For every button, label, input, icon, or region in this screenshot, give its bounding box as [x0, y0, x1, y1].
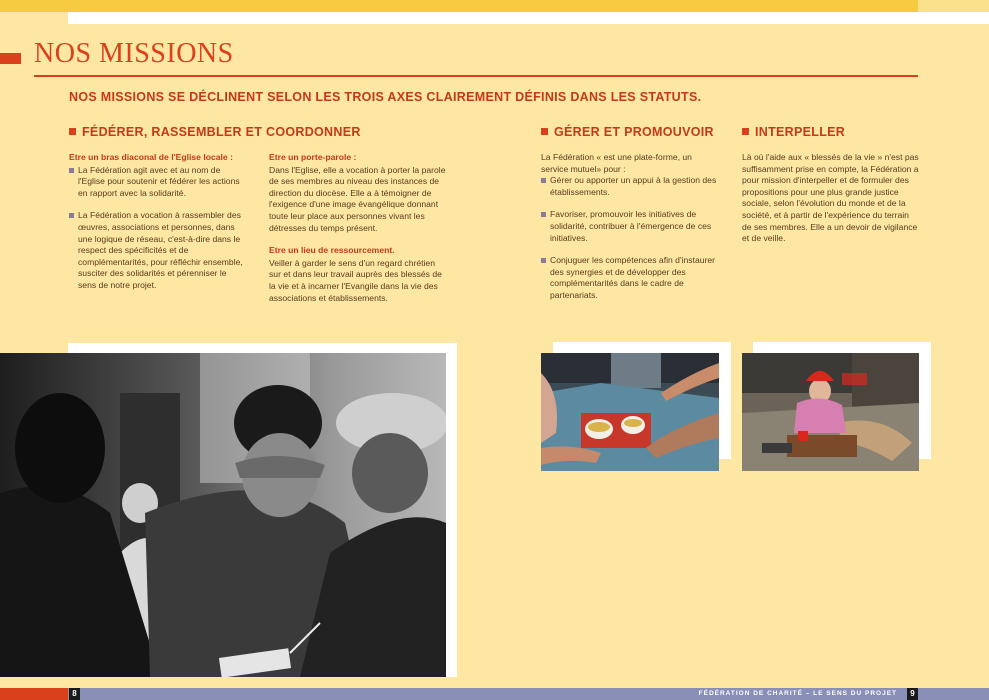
heading-federer: FÉDÉRER, RASSEMBLER ET COORDONNER [69, 125, 361, 139]
list-item: Favoriser, promouvoir les initiatives de solidarité, contribuer à l'émergence de ces initiatives. [541, 209, 719, 244]
heading-interpeller: INTERPELLER [742, 125, 845, 139]
heading-gerer: GÉRER ET PROMOUVOIR [541, 125, 714, 139]
title-rule [34, 75, 918, 77]
list-item: Conjuguer les compétences afin d'instaurer des synergies et de développer des complémentarités dans le cadre de partenariats. [541, 255, 719, 301]
list-item: Gérer ou apporter un appui à la gestion des établissements. [541, 175, 719, 198]
top-color-bar-end [918, 0, 989, 12]
square-bullet-icon [69, 128, 76, 135]
federer-column-1 [69, 152, 246, 292]
paragraph: La Fédération « est une plate-forme, un service mutuel» pour : [541, 152, 692, 174]
running-title: FÉDÉRATION DE CHARITÉ – LE SENS DU PROJET [698, 690, 897, 697]
top-white-strip [68, 12, 989, 24]
square-bullet-icon [541, 258, 546, 263]
page-number-left: 8 [69, 688, 80, 700]
square-bullet-icon [742, 128, 749, 135]
subheading: Etre un porte-parole : [269, 152, 357, 162]
paragraph: Dans l'Eglise, elle a vocation à porter la parole de ses membres au niveau des instances de direction du diocèse. Elle a à témoigner de l'exigence d'une image évangélique donnant toute leur place aux personnes vivant les détresses du temps présent. [269, 164, 446, 233]
square-bullet-icon [541, 178, 546, 183]
photo-soup-distribution [541, 353, 719, 471]
subheading: Etre un lieu de ressourcement. [269, 245, 395, 256]
footer-accent [0, 688, 68, 700]
page-subtitle: NOS MISSIONS SE DÉCLINENT SELON LES TROIS AXES CLAIREMENT DÉFINIS DANS LES STATUTS. [69, 90, 702, 104]
subheading: Etre un bras diaconal de l'Eglise locale : [69, 152, 233, 162]
title-marker [0, 53, 21, 64]
photo-image [0, 353, 446, 677]
photo-child-red-hat [742, 353, 919, 471]
gerer-column [541, 152, 719, 302]
page-title: NOS MISSIONS [34, 38, 234, 69]
square-bullet-icon [69, 168, 74, 173]
interpeller-column [742, 152, 920, 245]
page-number-right: 9 [907, 688, 918, 700]
list-item: La Fédération a vocation à rassembler des œuvres, associations et personnes, dans une logique de réseau, c'est-à-dire dans le respect des spécificités et de complémentarités, pour réfléchir ensemble, susciter des solidarités et pérenniser le sens de notre projet. [69, 210, 246, 291]
photo-volunteers-street [0, 353, 446, 677]
square-bullet-icon [69, 213, 74, 218]
photo-image [541, 353, 719, 471]
square-bullet-icon [541, 212, 546, 217]
square-bullet-icon [541, 128, 548, 135]
paragraph: Là où l'aide aux « blessés de la vie » n'est pas suffisamment prise en compte, la Fédération a pour mission d'interpeller et de formuler des propositions pour une plus grande justice sociale, selon l'évolution du monde et de la société, et à partir de l'expérience du terrain de ses membres. Elle a un devoir de vigilance et de veille. [742, 152, 919, 244]
paragraph: Veiller à garder le sens d'un regard chrétien sur et dans leur travail auprès des blessés de la vie et à incarner l'Evangile dans la vie des associations et établissements. [269, 257, 442, 303]
top-color-bar [0, 0, 918, 12]
list-item: La Fédération agit avec et au nom de l'Eglise pour soutenir et fédérer les actions en rapport avec la solidarité. [69, 165, 246, 200]
federer-column-2 [269, 152, 449, 304]
photo-image [742, 353, 919, 471]
